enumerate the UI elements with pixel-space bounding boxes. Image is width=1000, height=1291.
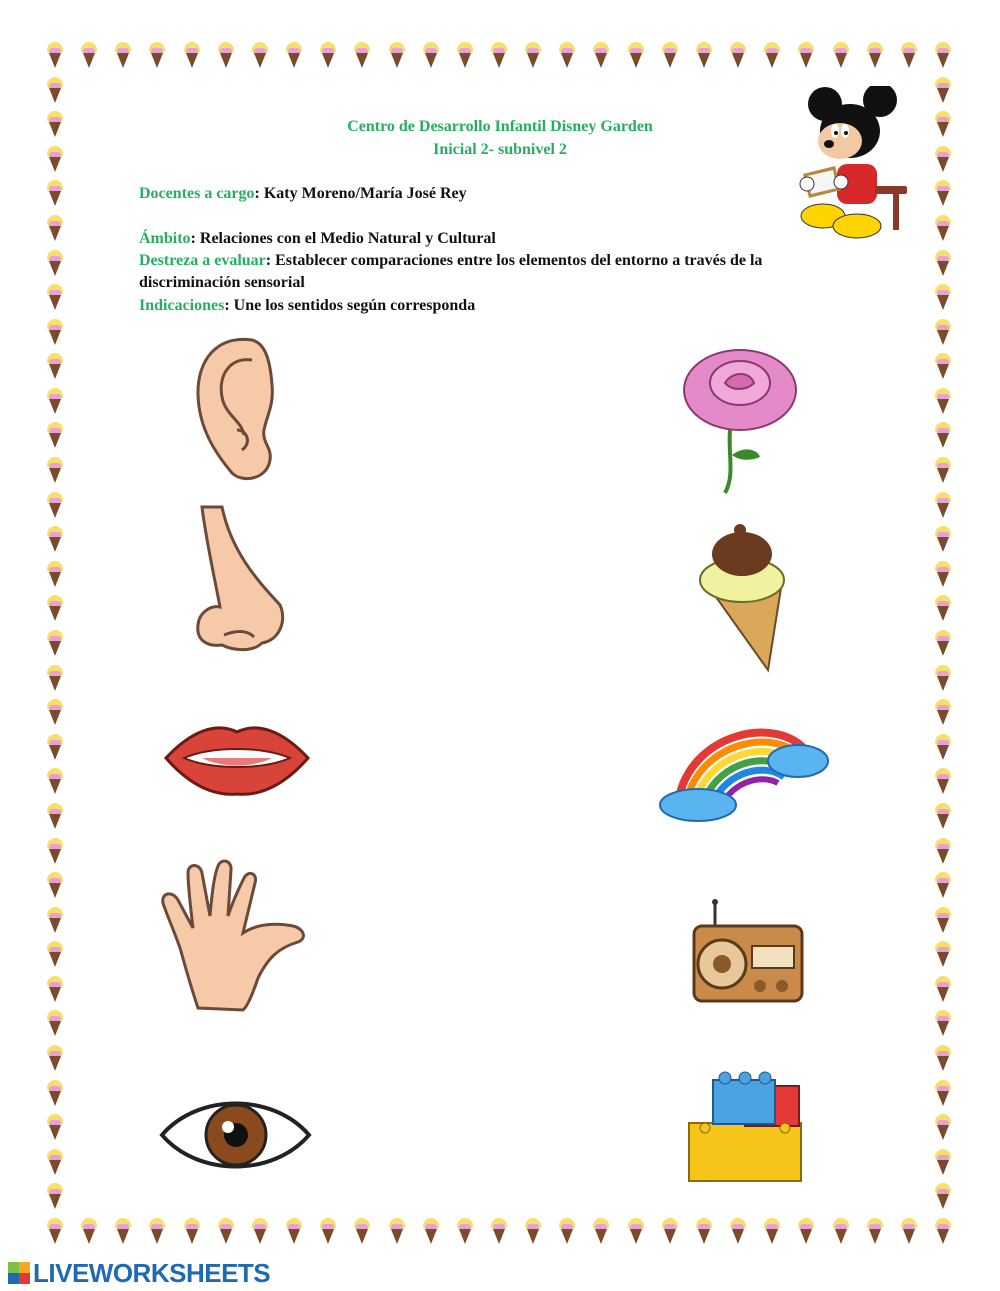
- ice-cream-cone-icon: [525, 1218, 541, 1244]
- ice-cream-cone-icon: [935, 353, 951, 379]
- ice-cream-cone-icon: [628, 1218, 644, 1244]
- ice-cream-cone-icon: [696, 42, 712, 68]
- ice-cream-cone-icon: [47, 1045, 63, 1071]
- ice-cream-cone-icon: [457, 1218, 473, 1244]
- ice-cream-cone-icon: [81, 42, 97, 68]
- ice-cream-cone-icon: [935, 595, 951, 621]
- ice-cream-cone-icon: [81, 1218, 97, 1244]
- ice-cream-cone-icon: [935, 492, 951, 518]
- ice-cream-cone-icon: [389, 42, 405, 68]
- ice-cream-cone-icon: [252, 1218, 268, 1244]
- rose-icon[interactable]: [680, 345, 805, 495]
- ice-cream-cone-icon: [47, 1149, 63, 1175]
- ice-cream-cone-icon: [935, 77, 951, 103]
- ice-cream-cone-icon: [47, 146, 63, 172]
- ice-cream-cone-icon: [47, 561, 63, 587]
- ice-cream-cone-icon: [47, 907, 63, 933]
- ice-cream-cone-icon: [47, 768, 63, 794]
- ice-cream-cone-icon: [935, 907, 951, 933]
- ice-cream-cone-icon: [525, 42, 541, 68]
- ice-cream-cone-icon: [662, 42, 678, 68]
- ice-cream-cone-icon: [286, 42, 302, 68]
- ice-cream-cone-icon: [47, 838, 63, 864]
- ice-cream-cone-icon: [47, 1218, 63, 1244]
- ice-cream-cone-icon: [389, 1218, 405, 1244]
- ice-cream-cone-icon: [935, 319, 951, 345]
- ice-cream-cone-icon: [47, 941, 63, 967]
- ice-cream-cone-icon: [47, 1080, 63, 1106]
- ice-cream-cone-icon: [696, 1218, 712, 1244]
- ice-cream-cone-icon: [149, 1218, 165, 1244]
- ice-cream-cone-icon: [47, 422, 63, 448]
- ice-cream-cone-icon: [730, 1218, 746, 1244]
- ice-cream-cone-icon: [47, 457, 63, 483]
- ice-cream-cone-icon: [798, 1218, 814, 1244]
- ice-cream-cone-icon: [935, 976, 951, 1002]
- teachers-label: Docentes a cargo: [139, 185, 255, 202]
- ice-cream-cone-icon: [764, 1218, 780, 1244]
- ice-cream-cone-icon: [901, 42, 917, 68]
- mouth-icon[interactable]: [162, 718, 312, 798]
- ice-cream-cone-icon: [184, 42, 200, 68]
- ice-cream-cone-icon: [935, 526, 951, 552]
- ice-cream-cone-icon: [47, 319, 63, 345]
- eye-icon[interactable]: [158, 1093, 313, 1178]
- scope-value: Relaciones con el Medio Natural y Cultural: [199, 230, 496, 247]
- ice-cream-cone-icon: [47, 111, 63, 137]
- rainbow-icon[interactable]: [658, 713, 830, 825]
- ice-cream-cone-icon: [901, 1218, 917, 1244]
- ice-cream-cone-icon: [764, 42, 780, 68]
- ice-cream-cone-icon: [833, 42, 849, 68]
- ice-cream-cone-icon: [935, 1218, 951, 1244]
- mickey-reading-icon: [795, 86, 910, 241]
- ice-cream-cone-icon: [935, 734, 951, 760]
- skill-value: Establecer comparaciones entre los elementos del entorno a través de la discriminación sensorial: [139, 252, 763, 291]
- ice-cream-cone-icon: [593, 1218, 609, 1244]
- ice-cream-cone-icon: [47, 630, 63, 656]
- ice-cream-cone-icon: [867, 1218, 883, 1244]
- ice-cream-cone-icon: [354, 1218, 370, 1244]
- ice-cream-cone-icon: [935, 665, 951, 691]
- ice-cream-cone-icon: [491, 1218, 507, 1244]
- ice-cream-cone-icon: [491, 42, 507, 68]
- ice-cream-cone-icon: [47, 734, 63, 760]
- nose-icon[interactable]: [192, 505, 287, 655]
- ice-cream-cone-icon: [47, 180, 63, 206]
- ice-cream-cone-icon: [115, 1218, 131, 1244]
- ice-cream-cone-icon: [47, 699, 63, 725]
- ice-cream-cone-icon: [798, 42, 814, 68]
- ice-cream-cone-icon: [935, 1183, 951, 1209]
- ice-cream-cone-icon: [935, 457, 951, 483]
- liveworksheets-logo[interactable]: [8, 1258, 270, 1288]
- logo-mark-icon: [8, 1262, 30, 1284]
- ice-cream-cone-icon: [47, 803, 63, 829]
- ice-cream-cone-icon: [559, 1218, 575, 1244]
- ice-cream-cone-icon: [354, 42, 370, 68]
- teachers-line: Docentes a cargo: Katy Moreno/María José Rey: [139, 185, 467, 202]
- ice-cream-cone-icon: [935, 284, 951, 310]
- school-name: Centro de Desarrollo Infantil Disney Garden: [347, 118, 653, 135]
- ice-cream-cone-icon: [935, 768, 951, 794]
- ice-cream-cone-icon: [935, 1010, 951, 1036]
- ice-cream-cone-icon: [115, 42, 131, 68]
- ice-cream-cone-icon: [935, 872, 951, 898]
- ice-cream-cone-icon: [935, 1114, 951, 1140]
- blocks-icon[interactable]: [685, 1068, 805, 1185]
- instructions-label: Indicaciones: [139, 297, 225, 314]
- ice-cream-cone-icon: [935, 111, 951, 137]
- ice-cream-cone-icon: [47, 976, 63, 1002]
- ice-cream-cone-icon: [184, 1218, 200, 1244]
- ice-cream-cone-icon: [47, 42, 63, 68]
- ice-cream-cone-icon: [47, 595, 63, 621]
- ice-cream-cone-icon: [423, 42, 439, 68]
- ice-cream-cone-icon: [662, 1218, 678, 1244]
- ice-cream-cone-icon: [935, 561, 951, 587]
- ice-cream-cone-icon: [935, 42, 951, 68]
- ice-cream-icon[interactable]: [696, 518, 786, 673]
- ice-cream-cone-icon: [47, 353, 63, 379]
- ear-icon[interactable]: [192, 335, 277, 485]
- instructions-line: Indicaciones: Une los sentidos según corresponda: [139, 297, 476, 314]
- ice-cream-cone-icon: [47, 250, 63, 276]
- skill-label: Destreza a evaluar: [139, 252, 266, 269]
- ice-cream-cone-icon: [47, 872, 63, 898]
- ice-cream-cone-icon: [833, 1218, 849, 1244]
- ice-cream-cone-icon: [935, 250, 951, 276]
- hand-icon[interactable]: [158, 858, 313, 1013]
- ice-cream-cone-icon: [593, 42, 609, 68]
- ice-cream-cone-icon: [47, 284, 63, 310]
- ice-cream-cone-icon: [47, 215, 63, 241]
- ice-cream-cone-icon: [47, 388, 63, 414]
- ice-cream-cone-icon: [47, 1114, 63, 1140]
- level-title: Inicial 2- subnivel 2: [433, 141, 567, 158]
- skill-line: Destreza a evaluar: Establecer comparaciones entre los elementos del entorno a través de la discriminación sensorial: [139, 252, 763, 291]
- radio-icon[interactable]: [690, 898, 805, 1005]
- ice-cream-cone-icon: [935, 388, 951, 414]
- ice-cream-cone-icon: [628, 42, 644, 68]
- ice-cream-cone-icon: [47, 492, 63, 518]
- ice-cream-cone-icon: [457, 42, 473, 68]
- scope-line: Ámbito: Relaciones con el Medio Natural y Cultural: [139, 230, 496, 247]
- ice-cream-cone-icon: [320, 1218, 336, 1244]
- ice-cream-cone-icon: [935, 146, 951, 172]
- ice-cream-cone-icon: [935, 803, 951, 829]
- ice-cream-cone-icon: [867, 42, 883, 68]
- ice-cream-cone-icon: [935, 1045, 951, 1071]
- ice-cream-cone-icon: [320, 42, 336, 68]
- ice-cream-cone-icon: [218, 42, 234, 68]
- ice-cream-cone-icon: [935, 1149, 951, 1175]
- ice-cream-cone-icon: [935, 422, 951, 448]
- ice-cream-cone-icon: [149, 42, 165, 68]
- ice-cream-cone-icon: [47, 77, 63, 103]
- ice-cream-cone-icon: [47, 526, 63, 552]
- ice-cream-cone-icon: [935, 941, 951, 967]
- ice-cream-cone-icon: [47, 1183, 63, 1209]
- ice-cream-cone-icon: [47, 1010, 63, 1036]
- logo-text: LIVEWORKSHEETS: [33, 1257, 271, 1288]
- ice-cream-cone-icon: [423, 1218, 439, 1244]
- ice-cream-cone-icon: [730, 42, 746, 68]
- scope-label: Ámbito: [139, 230, 191, 247]
- instructions-value: Une los sentidos según corresponda: [233, 297, 476, 314]
- teachers-value: Katy Moreno/María José Rey: [263, 185, 467, 202]
- ice-cream-cone-icon: [935, 838, 951, 864]
- ice-cream-cone-icon: [47, 665, 63, 691]
- ice-cream-cone-icon: [286, 1218, 302, 1244]
- ice-cream-cone-icon: [218, 1218, 234, 1244]
- ice-cream-cone-icon: [935, 699, 951, 725]
- ice-cream-cone-icon: [935, 180, 951, 206]
- ice-cream-cone-icon: [935, 215, 951, 241]
- ice-cream-cone-icon: [252, 42, 268, 68]
- ice-cream-cone-icon: [935, 630, 951, 656]
- ice-cream-cone-icon: [559, 42, 575, 68]
- ice-cream-cone-icon: [935, 1080, 951, 1106]
